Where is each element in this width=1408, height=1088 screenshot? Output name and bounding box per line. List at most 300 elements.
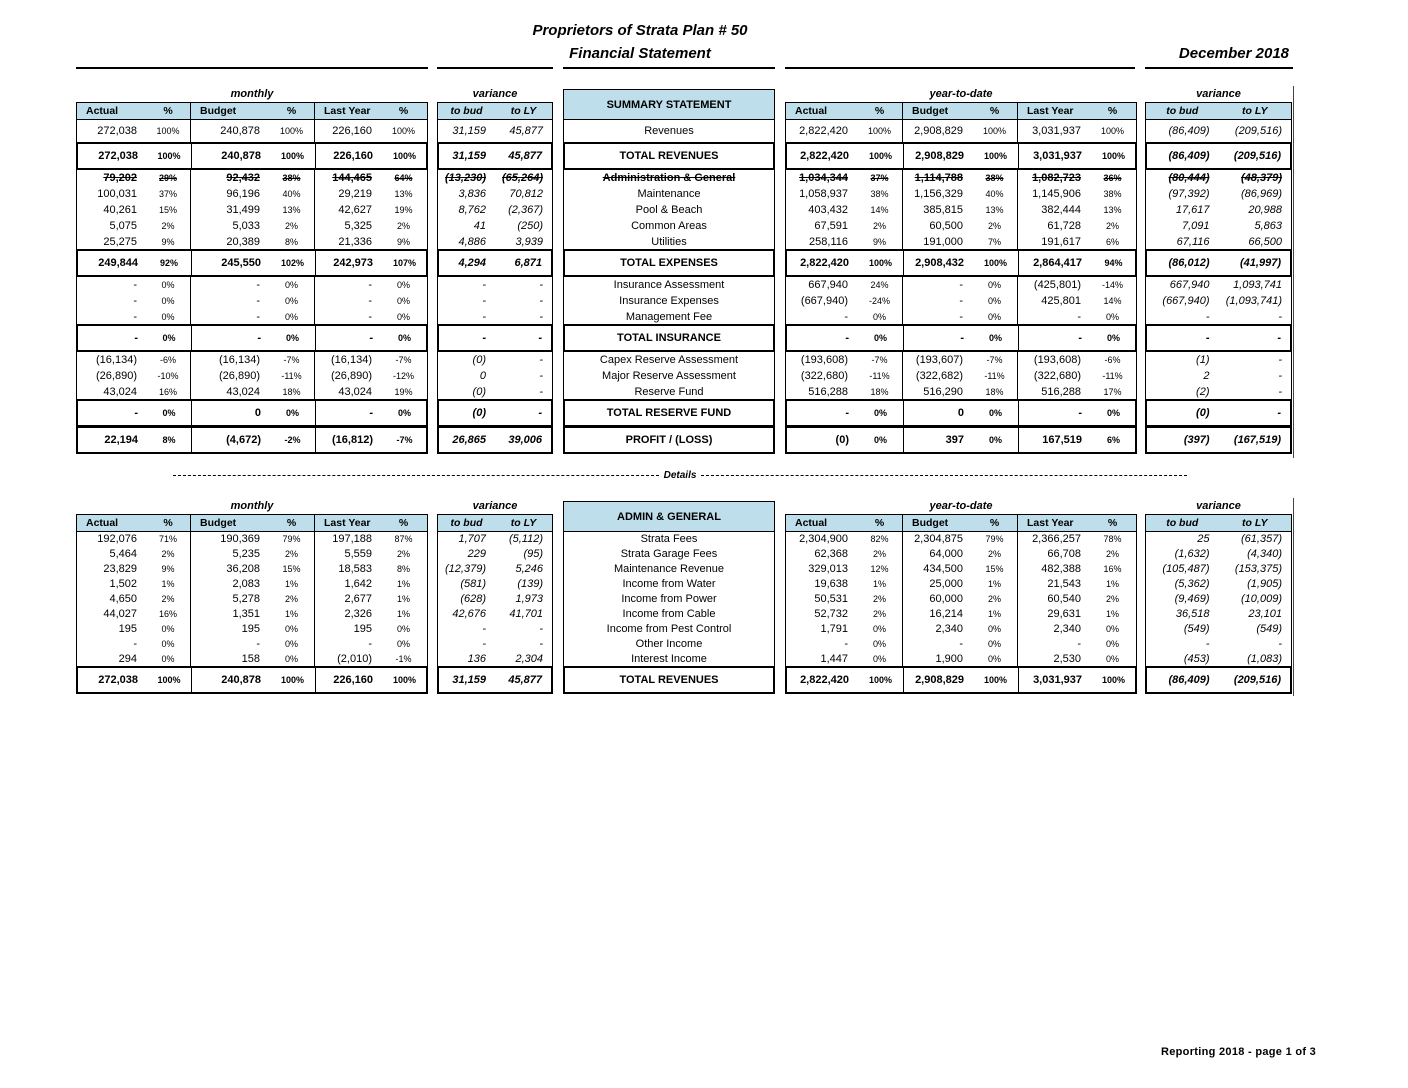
amount-cell: 25,000 bbox=[902, 577, 972, 592]
amount-cell: 190,369 bbox=[190, 532, 269, 547]
percent-cell: 1% bbox=[161, 579, 175, 589]
variance-cell: - bbox=[539, 369, 543, 382]
amount-cell: 1,447 bbox=[820, 653, 848, 665]
column-group bbox=[785, 498, 1137, 694]
variance-cell: 4,294 bbox=[458, 257, 486, 269]
amount-cell: 425,801 bbox=[1017, 293, 1090, 309]
row-label: TOTAL EXPENSES bbox=[620, 257, 718, 269]
table-row bbox=[786, 652, 1136, 667]
band-edge-line bbox=[1293, 498, 1294, 696]
table-section bbox=[563, 276, 775, 326]
table-section bbox=[785, 276, 1137, 326]
column-header: Budget bbox=[902, 103, 972, 119]
table-row bbox=[77, 592, 427, 607]
amount-cell: 1,642 bbox=[314, 577, 381, 592]
column-header: % bbox=[989, 517, 1000, 529]
table-section bbox=[563, 351, 775, 401]
table-row bbox=[787, 326, 1135, 350]
table-row bbox=[564, 120, 774, 143]
table-row bbox=[77, 607, 427, 622]
amount-cell: 434,500 bbox=[902, 562, 972, 577]
table-section bbox=[437, 324, 553, 352]
amount-cell: 1,082,723 bbox=[1017, 170, 1090, 186]
variance-cell: (9,469) bbox=[1174, 593, 1210, 605]
table-section bbox=[1145, 142, 1292, 170]
table-row bbox=[438, 607, 552, 622]
row-label: TOTAL REVENUES bbox=[619, 150, 719, 162]
table-row bbox=[564, 547, 774, 562]
variance-cell: (209,516) bbox=[1234, 125, 1282, 137]
variance-cell: - bbox=[1205, 310, 1210, 323]
percent-cell: -10% bbox=[157, 370, 179, 381]
column-headers bbox=[1145, 514, 1292, 532]
variance-cell: (628) bbox=[460, 593, 486, 605]
variance-cell: (0) bbox=[472, 353, 486, 366]
variance-cell: (10,009) bbox=[1241, 593, 1282, 605]
table-row bbox=[438, 293, 552, 309]
amount-cell: 44,027 bbox=[103, 608, 137, 620]
table-section bbox=[437, 531, 553, 668]
table-row bbox=[787, 428, 1135, 452]
amount-cell: - bbox=[902, 277, 972, 293]
variance-cell: (397) bbox=[1183, 433, 1210, 446]
amount-cell: 40,261 bbox=[103, 203, 137, 216]
amount-cell: 397 bbox=[903, 428, 973, 452]
table-row bbox=[1146, 607, 1291, 622]
table-row bbox=[77, 622, 427, 637]
amount-cell: 1,900 bbox=[902, 652, 972, 667]
amount-cell: 516,290 bbox=[902, 384, 972, 400]
table-row bbox=[77, 293, 427, 309]
amount-cell: (667,940) bbox=[800, 294, 848, 307]
variance-cell: - bbox=[539, 353, 543, 366]
percent-cell: 0% bbox=[872, 654, 886, 664]
table-section bbox=[1145, 531, 1292, 668]
variance-cell: (209,516) bbox=[1233, 150, 1281, 162]
percent-cell: 1% bbox=[872, 579, 886, 589]
percent-cell: 2% bbox=[987, 220, 1001, 231]
amount-cell: 36,208 bbox=[190, 562, 269, 577]
amount-cell: 43,024 bbox=[190, 384, 269, 400]
table-row bbox=[786, 293, 1136, 309]
column-headers bbox=[437, 102, 553, 120]
table-row bbox=[786, 368, 1136, 384]
amount-cell: 1,114,788 bbox=[902, 170, 972, 186]
percent-cell: -11% bbox=[984, 370, 1005, 381]
table-row bbox=[1146, 277, 1291, 293]
column-headers bbox=[76, 514, 428, 532]
table-section bbox=[1145, 276, 1292, 326]
variance-cell: (167,519) bbox=[1233, 433, 1281, 446]
percent-cell: 0% bbox=[161, 654, 175, 664]
amount-cell: 144,465 bbox=[314, 170, 381, 186]
percent-cell: 6% bbox=[1105, 236, 1119, 247]
variance-cell: 45,877 bbox=[509, 125, 543, 137]
percent-cell: 0% bbox=[284, 295, 298, 306]
variance-cell: (86,409) bbox=[1168, 674, 1210, 686]
table-row bbox=[438, 218, 552, 234]
percent-cell: 0% bbox=[284, 639, 298, 649]
table-row bbox=[438, 352, 552, 368]
table-section bbox=[785, 666, 1137, 694]
table-row bbox=[1146, 592, 1291, 607]
table-row bbox=[1146, 622, 1291, 637]
percent-cell: 2% bbox=[161, 220, 175, 231]
amount-cell: 667,940 bbox=[808, 278, 848, 291]
variance-cell: 3,836 bbox=[458, 187, 486, 200]
column-group bbox=[1145, 498, 1292, 694]
table-row bbox=[77, 577, 427, 592]
column-header: to LY bbox=[1242, 517, 1268, 529]
table-row bbox=[564, 186, 774, 202]
table-row bbox=[564, 218, 774, 234]
table-section bbox=[563, 666, 775, 694]
column-header: Actual bbox=[795, 517, 828, 529]
amount-cell: 226,160 bbox=[315, 144, 382, 168]
percent-cell: 78% bbox=[1103, 534, 1122, 544]
percent-cell: -1% bbox=[395, 654, 412, 664]
percent-cell: -14% bbox=[1101, 279, 1123, 290]
percent-cell: 0% bbox=[284, 311, 298, 322]
table-row bbox=[1147, 428, 1290, 452]
variance-cell: - bbox=[1278, 385, 1282, 398]
amount-cell: 21,336 bbox=[314, 234, 381, 250]
variance-cell: 23,101 bbox=[1248, 608, 1282, 620]
row-label: Insurance Assessment bbox=[613, 278, 725, 291]
row-label: Management Fee bbox=[625, 310, 713, 323]
column-headers bbox=[1145, 102, 1292, 120]
percent-cell: 0% bbox=[988, 408, 1002, 418]
table-row bbox=[1146, 532, 1291, 547]
amount-cell: 50,531 bbox=[814, 593, 848, 605]
table-section bbox=[76, 249, 428, 277]
variance-cell: 2,304 bbox=[515, 653, 543, 665]
percent-cell: 100% bbox=[1101, 151, 1126, 161]
percent-cell: 100% bbox=[1101, 675, 1126, 685]
amount-cell: 52,732 bbox=[814, 608, 848, 620]
variance-cell: (86,969) bbox=[1241, 187, 1282, 200]
amount-cell: 2,677 bbox=[314, 592, 381, 607]
amount-cell: 1,156,329 bbox=[902, 186, 972, 202]
percent-cell: 29% bbox=[158, 172, 177, 183]
amount-cell: (0) bbox=[835, 433, 849, 446]
percent-cell: 100% bbox=[868, 151, 893, 161]
column-header: Actual bbox=[86, 105, 119, 117]
percent-cell: 100% bbox=[157, 151, 181, 161]
page-footer: Reporting 2018 - page 1 of 3 bbox=[1161, 1046, 1317, 1058]
percent-cell: 100% bbox=[392, 151, 417, 161]
amount-cell: 1,791 bbox=[820, 623, 848, 635]
table-section bbox=[563, 119, 775, 144]
amount-cell: 2,822,420 bbox=[800, 674, 849, 686]
row-label: Income from Cable bbox=[622, 608, 716, 620]
percent-cell: 19% bbox=[394, 386, 413, 397]
variance-cell: (581) bbox=[460, 578, 486, 590]
table-row bbox=[78, 326, 426, 350]
amount-cell: 2,340 bbox=[902, 622, 972, 637]
table-row bbox=[439, 401, 551, 425]
amount-cell: 2,908,829 bbox=[903, 144, 973, 168]
variance-cell: 17,617 bbox=[1175, 203, 1210, 216]
table-row bbox=[786, 577, 1136, 592]
percent-cell: 15% bbox=[985, 564, 1004, 574]
variance-cell: (41,997) bbox=[1240, 257, 1281, 269]
amount-cell: 31,499 bbox=[190, 202, 269, 218]
table-row bbox=[438, 532, 552, 547]
percent-cell: -11% bbox=[1102, 370, 1123, 381]
amount-cell: - bbox=[190, 637, 269, 652]
amount-cell: (4,672) bbox=[191, 428, 270, 452]
variance-cell: (549) bbox=[1256, 623, 1282, 635]
amount-cell: (16,134) bbox=[96, 353, 137, 366]
table-row bbox=[1146, 186, 1291, 202]
percent-cell: 6% bbox=[1106, 434, 1120, 445]
row-label: Administration & General bbox=[602, 171, 736, 184]
amount-cell: - bbox=[1017, 309, 1090, 325]
column-header: to bud bbox=[1166, 105, 1199, 117]
amount-cell: 92,432 bbox=[190, 170, 269, 186]
amount-cell: - bbox=[1018, 326, 1091, 350]
percent-cell: 79% bbox=[282, 534, 301, 544]
table-row bbox=[438, 592, 552, 607]
percent-cell: 100% bbox=[1100, 126, 1125, 136]
amount-cell: - bbox=[133, 638, 137, 650]
column-header: % bbox=[398, 105, 409, 117]
table-row bbox=[564, 368, 774, 384]
amount-cell: 2,304,900 bbox=[799, 533, 848, 545]
table-section bbox=[563, 142, 775, 170]
table-row bbox=[564, 202, 774, 218]
table-row bbox=[1146, 218, 1291, 234]
table-section bbox=[785, 399, 1137, 427]
variance-cell: 31,159 bbox=[452, 150, 486, 162]
amount-cell: 245,550 bbox=[191, 251, 270, 275]
variance-cell: 667,940 bbox=[1169, 278, 1210, 291]
table-row bbox=[438, 562, 552, 577]
table-row bbox=[1146, 352, 1291, 368]
percent-cell: 2% bbox=[1105, 594, 1119, 604]
percent-cell: -11% bbox=[281, 370, 302, 381]
table-row bbox=[565, 251, 773, 275]
percent-cell: 2% bbox=[1105, 549, 1119, 559]
table-row bbox=[438, 622, 552, 637]
amount-cell: (26,890) bbox=[190, 368, 269, 384]
variance-cell: - bbox=[482, 278, 486, 291]
variance-cell: 31,159 bbox=[452, 674, 486, 686]
amount-cell: 5,559 bbox=[314, 547, 381, 562]
variance-cell: - bbox=[482, 332, 486, 344]
table-row bbox=[565, 428, 773, 452]
amount-cell: 67,591 bbox=[814, 219, 848, 232]
table-row bbox=[786, 218, 1136, 234]
variance-cell: (453) bbox=[1183, 653, 1210, 665]
amount-cell: 329,013 bbox=[808, 563, 848, 575]
variance-cell: 2 bbox=[1203, 369, 1210, 382]
amount-cell: 272,038 bbox=[98, 674, 138, 686]
percent-cell: 2% bbox=[872, 549, 886, 559]
amount-cell: 21,543 bbox=[1017, 577, 1090, 592]
amount-cell: 3,031,937 bbox=[1018, 668, 1091, 692]
table-section bbox=[1145, 169, 1292, 251]
percent-cell: 38% bbox=[1103, 188, 1122, 199]
header-rule bbox=[76, 67, 428, 69]
percent-cell: 100% bbox=[156, 126, 180, 136]
variance-cell: (86,012) bbox=[1168, 257, 1210, 269]
table-row bbox=[564, 384, 774, 400]
percent-cell: 0% bbox=[161, 311, 175, 322]
variance-cell: - bbox=[539, 310, 543, 323]
percent-cell: 0% bbox=[872, 624, 886, 634]
amount-cell: 249,844 bbox=[98, 257, 138, 269]
group-label: year-to-date bbox=[929, 500, 993, 512]
amount-cell: 191,617 bbox=[1017, 234, 1090, 250]
amount-cell: 195 bbox=[190, 622, 269, 637]
table-section bbox=[563, 169, 775, 251]
table-section bbox=[76, 426, 428, 454]
amount-cell: 167,519 bbox=[1018, 428, 1091, 452]
table-row bbox=[438, 202, 552, 218]
amount-cell: 403,432 bbox=[808, 203, 848, 216]
percent-cell: 0% bbox=[988, 333, 1002, 343]
percent-cell: -6% bbox=[1104, 354, 1121, 365]
variance-cell: 6,871 bbox=[514, 257, 542, 269]
variance-cell: 0 bbox=[479, 369, 486, 382]
column-header: % bbox=[1107, 105, 1118, 117]
percent-cell: 9% bbox=[161, 564, 175, 574]
row-label: Maintenance bbox=[637, 187, 701, 200]
column-header: to LY bbox=[510, 105, 537, 117]
variance-cell: 1,973 bbox=[515, 593, 543, 605]
percent-cell: 0% bbox=[285, 333, 299, 343]
table-section bbox=[76, 324, 428, 352]
percent-cell: 0% bbox=[873, 333, 887, 343]
amount-cell: (193,608) bbox=[1017, 352, 1090, 368]
table-row bbox=[77, 368, 427, 384]
row-label: TOTAL RESERVE FUND bbox=[606, 407, 732, 419]
column-headers bbox=[785, 102, 1137, 120]
variance-cell: - bbox=[482, 310, 486, 323]
table-row bbox=[77, 352, 427, 368]
percent-cell: 0% bbox=[987, 654, 1001, 664]
variance-cell: (153,375) bbox=[1234, 563, 1282, 575]
table-row bbox=[438, 186, 552, 202]
column-group bbox=[76, 498, 428, 694]
amount-cell: 20,389 bbox=[190, 234, 269, 250]
amount-cell: 43,024 bbox=[314, 384, 381, 400]
variance-cell: - bbox=[539, 278, 543, 291]
table-section bbox=[785, 142, 1137, 170]
percent-cell: 100% bbox=[391, 126, 416, 136]
table-row bbox=[78, 428, 426, 452]
percent-cell: -11% bbox=[869, 370, 890, 381]
amount-cell: - bbox=[191, 326, 270, 350]
table-section bbox=[1145, 666, 1292, 694]
table-row bbox=[439, 326, 551, 350]
table-row bbox=[1146, 368, 1291, 384]
column-group bbox=[785, 86, 1137, 454]
table-row bbox=[78, 668, 426, 692]
row-label: Interest Income bbox=[631, 653, 707, 665]
amount-cell: 5,033 bbox=[190, 218, 269, 234]
amount-cell: - bbox=[845, 332, 849, 344]
row-label: TOTAL REVENUES bbox=[619, 674, 719, 686]
column-group bbox=[437, 86, 553, 454]
variance-cell: 7,091 bbox=[1181, 219, 1210, 232]
percent-cell: 2% bbox=[284, 220, 298, 231]
amount-cell: 61,728 bbox=[1017, 218, 1090, 234]
column-headers bbox=[437, 514, 553, 532]
variance-cell: (5,112) bbox=[508, 533, 543, 545]
amount-cell: 191,000 bbox=[902, 234, 972, 250]
variance-cell: 8,762 bbox=[458, 203, 486, 216]
table-row bbox=[77, 547, 427, 562]
table-row bbox=[1146, 562, 1291, 577]
column-header: % bbox=[874, 105, 885, 117]
amount-cell: - bbox=[133, 294, 137, 307]
percent-cell: 82% bbox=[870, 534, 889, 544]
amount-cell: 5,075 bbox=[109, 219, 137, 232]
percent-cell: 19% bbox=[394, 204, 413, 215]
table-row bbox=[786, 277, 1136, 293]
table-row bbox=[564, 170, 774, 186]
percent-cell: -7% bbox=[396, 434, 413, 445]
report-date: December 2018 bbox=[1178, 45, 1289, 62]
percent-cell: -12% bbox=[392, 370, 414, 381]
amount-cell: 100,031 bbox=[97, 187, 137, 200]
variance-cell: 45,877 bbox=[508, 150, 542, 162]
row-label: Maintenance Revenue bbox=[613, 563, 725, 575]
row-label: Other Income bbox=[635, 638, 703, 650]
amount-cell: (26,890) bbox=[314, 368, 381, 384]
variance-cell: 5,863 bbox=[1254, 219, 1282, 232]
header-rule bbox=[1145, 67, 1293, 69]
percent-cell: 2% bbox=[872, 609, 886, 619]
group-label: variance bbox=[472, 500, 518, 512]
amount-cell: - bbox=[134, 332, 138, 344]
percent-cell: 16% bbox=[158, 609, 177, 619]
table-row bbox=[565, 668, 773, 692]
amount-cell: (16,812) bbox=[315, 428, 382, 452]
amount-cell: 96,196 bbox=[190, 186, 269, 202]
table-row bbox=[1146, 652, 1291, 667]
amount-cell: - bbox=[315, 401, 382, 425]
percent-cell: 0% bbox=[396, 311, 410, 322]
table-row bbox=[438, 637, 552, 652]
amount-cell: 18,583 bbox=[314, 562, 381, 577]
amount-cell: 2,908,829 bbox=[903, 668, 973, 692]
variance-cell: (0) bbox=[472, 385, 486, 398]
amount-cell: 62,368 bbox=[814, 548, 848, 560]
amount-cell: 25,275 bbox=[103, 235, 137, 248]
amount-cell: - bbox=[314, 293, 381, 309]
amount-cell: - bbox=[1017, 637, 1090, 652]
amount-cell: - bbox=[133, 278, 137, 291]
group-label: year-to-date bbox=[929, 88, 993, 100]
percent-cell: 0% bbox=[396, 295, 410, 306]
percent-cell: 7% bbox=[987, 236, 1001, 247]
percent-cell: 0% bbox=[161, 624, 175, 634]
amount-cell: 158 bbox=[190, 652, 269, 667]
percent-cell: 0% bbox=[396, 279, 410, 290]
percent-cell: 2% bbox=[161, 594, 175, 604]
amount-cell: 3,031,937 bbox=[1017, 120, 1090, 143]
amount-cell: 2,340 bbox=[1017, 622, 1090, 637]
percent-cell: 0% bbox=[396, 639, 410, 649]
amount-cell: - bbox=[190, 277, 269, 293]
percent-cell: 24% bbox=[870, 279, 889, 290]
table-section bbox=[76, 399, 428, 427]
percent-cell: 107% bbox=[392, 258, 417, 268]
